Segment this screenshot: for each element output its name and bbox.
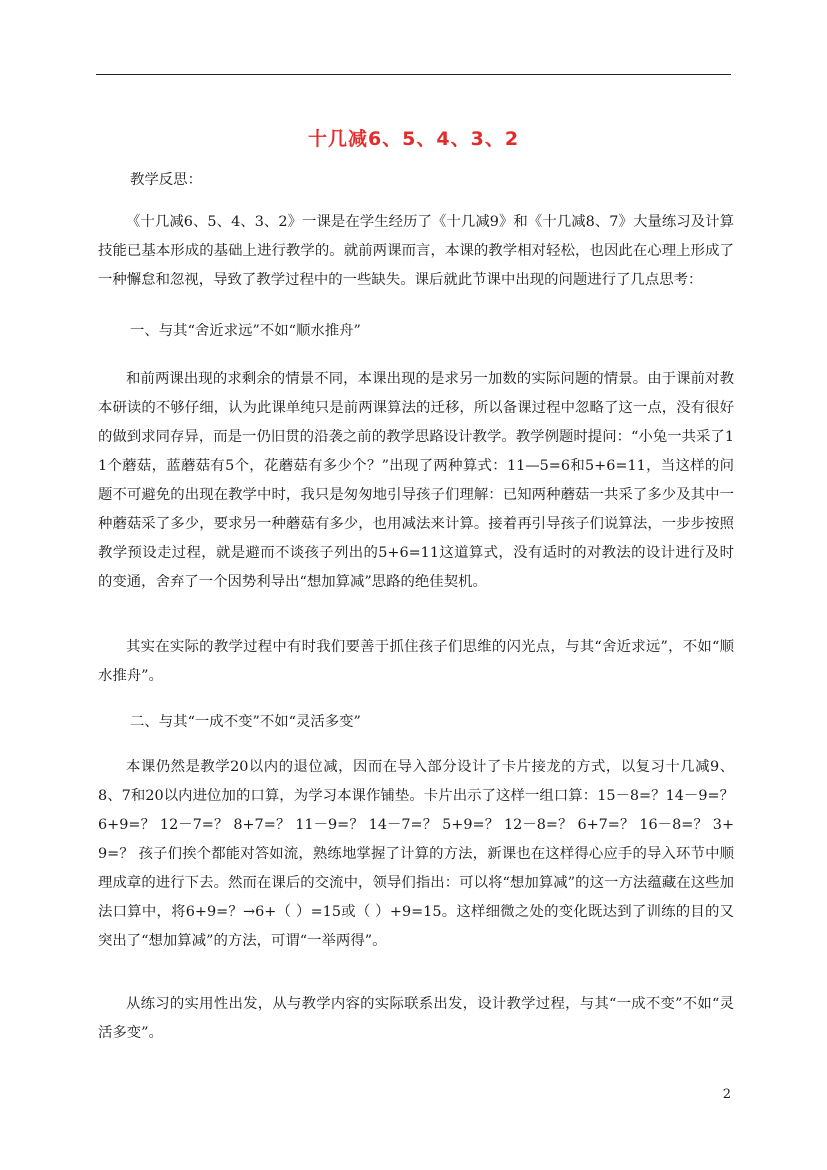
- section-heading-1: 一、与其“舍近求远”不如“顺水推舟”: [130, 323, 361, 339]
- paragraph-intro: 《十几减6、5、4、3、2》一课是在学生经历了《十几减9》和《十几减8、7》大量练习及计算技能已基本形成的基础上进行教学的。就前两课而言，本课的教学相对轻松，也因此在心理上形成了一种懈怠和忽视，导致了教学过程中的一些缺失。课后就此节课中出现的问题进行了几点思考：: [98, 214, 734, 288]
- section-heading-2: 二、与其“一成不变”不如“灵活多变”: [130, 714, 361, 730]
- paragraph-section1-conclusion: 其实在实际的教学过程中有时我们要善于抓住孩子们思维的闪光点，与其“舍近求远”，不如“顺水推舟”。: [98, 639, 734, 684]
- paragraph-section2-conclusion: 从练习的实用性出发，从与教学内容的实际联系出发，设计教学过程，与其“一成不变”不如“灵活多变”。: [98, 996, 734, 1041]
- header-rule: [96, 74, 731, 75]
- reflection-label: 教学反思：: [130, 172, 202, 188]
- paragraph-section2-body: 本课仍然是教学20以内的退位减，因而在导入部分设计了卡片接龙的方式，以复习十几减9、8、7和20以内进位加的口算，为学习本课作铺垫。卡片出示了这样一组口算：15－8=？14－9=？6+9=？ 12－7=？ 8+7=？ 11－9=？ 14－7=？ 5+9=？ 12－8=？ 6+7=？ 16－8=？ 3+9=？ 孩子们挨个都能对答如流，熟练地掌握了计算的方法，新课也在这样得心应手的导入环节中顺理成章的进行下去。然而在课后的交流中，领导们指出：可以将“想加算减”的这一方法蕴藏在这些加法口算中，将6+9=？→6+（ ）=15或（ ）+9=15。这样细微之处的变化既达到了训练的目的又突出了“想加算减”的方法，可谓“一举两得”。: [98, 759, 734, 949]
- document-title: 十几减6、5、4、3、2: [307, 128, 520, 150]
- page-number: 2: [722, 1087, 731, 1102]
- paragraph-section1-body: 和前两课出现的求剩余的情景不同，本课出现的是求另一加数的实际问题的情景。由于课前对教本研读的不够仔细，认为此课单纯只是前两课算法的迁移，所以备课过程中忽略了这一点，没有很好的做到求同存异，而是一仍旧贯的沿袭之前的教学思路设计教学。教学例题时提问：“小兔一共采了11个蘑菇，蓝蘑菇有5个，花蘑菇有多少个？”出现了两种算式：11—5=6和5+6=11，当这样的问题不可避免的出现在教学中时，我只是匆匆地引导孩子们理解：已知两种蘑菇一共采了多少及其中一种蘑菇采了多少，要求另一种蘑菇有多少，也用减法来计算。接着再引导孩子们说算法，一步步按照教学预设走过程，就是避而不谈孩子列出的5+6=11这道算式，没有适时的对教法的设计进行及时的变通，舍弃了一个因势利导出“想加算减”思路的绝佳契机。: [98, 371, 734, 590]
